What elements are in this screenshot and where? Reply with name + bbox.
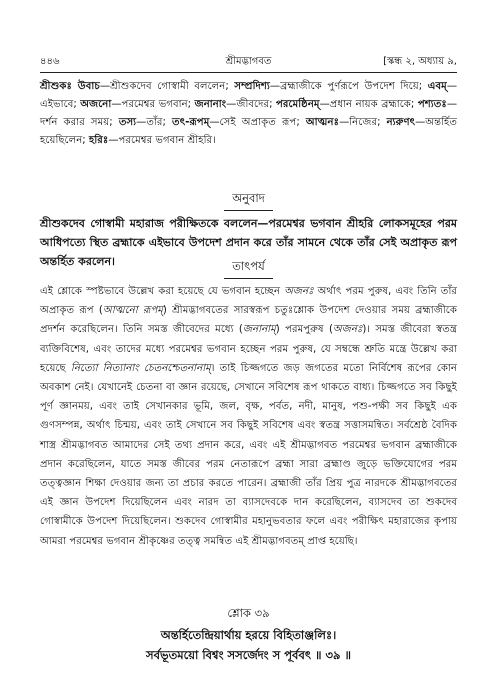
verse-line: সর্বভূতময়ো বিশ্বং সসর্জেদং স পূর্ববৎ ॥ ৩৯ ॥ — [146, 648, 351, 662]
book-title: শ্রীমদ্ভাগবত — [225, 56, 272, 67]
synonym-run: শ্রীশুকঃ উবাচ — [40, 81, 100, 92]
page-number: ৪৪৬ — [40, 56, 60, 67]
chapter-reference: [স্কন্ধ ২, অধ্যায় ৯, — [383, 56, 457, 67]
synonym-run: এবম্ — [427, 81, 447, 92]
purport-run: জনানাম্ — [242, 324, 276, 336]
synonym-run: তস্য — [118, 117, 137, 128]
verse-text — [40, 625, 457, 665]
purport-heading — [40, 258, 457, 279]
purport-run: )। সমস্ত জীবেরা স্বতন্ত্র ব্যক্তিবিশেষ, এবং তাদের মধ্যে পরমেশ্বর ভগবান হচ্ছেন পরম পুরুষ, যে সম্বন্ধে শ্রুতি মন্ত্রে উল্লেখ করা হয়েছে — [40, 324, 457, 374]
synonym-run: —পরমেশ্বর ভগবান; — [111, 99, 195, 110]
purport-run: এই শ্লোকে স্পষ্টভাবে উল্লেখ করা হয়েছে যে ভগবান হচ্ছেন — [40, 286, 285, 297]
purport-run: অজনঃ — [284, 286, 314, 297]
synonym-run: —এইভাবে; — [40, 81, 457, 110]
synonym-run: —নিজের; — [339, 117, 387, 128]
synonym-run: ন্যরুণৎ — [386, 117, 416, 128]
verse-line: অন্তর্হিতেন্দ্রিয়ার্থায় হরয়ে বিহিতাঞ্জলিঃ। — [160, 628, 337, 642]
synonym-run: —জীবদের; — [226, 99, 276, 110]
synonym-run: —তাঁর; — [136, 117, 173, 128]
synonym-run: —দর্শন করার সময়; — [40, 99, 457, 128]
purport-text — [40, 282, 457, 551]
synonym-run: —সেই অপ্রাকৃত রূপ; — [209, 117, 306, 128]
translation-heading-text: অনুবাদ — [224, 190, 273, 211]
page-header — [40, 54, 457, 72]
synonym-run: হরিঃ — [88, 135, 109, 146]
purport-run: নিত্যো নিত্যানাং চেতনশ্চেতনানাম্ — [70, 362, 211, 374]
synonym-run: অজনো — [80, 99, 112, 110]
synonym-run: পশ্যতঃ — [417, 99, 447, 110]
header-divider — [40, 72, 457, 73]
synonym-run: জনানাং — [194, 99, 227, 110]
synonym-run: সম্প্রদিশ্য — [234, 81, 270, 92]
purport-run: অজনঃ — [332, 324, 363, 336]
purport-run: ) পরমপুরুষ ( — [275, 324, 333, 336]
synonym-run: —অন্তর্হিত হয়েছিলেন; — [40, 117, 458, 146]
word-for-word-synonyms — [40, 78, 457, 150]
translation-text: শ্রীশুকদেব গোস্বামী মহারাজ পরীক্ষিতকে বললেন—পরমেশ্বর ভগবান শ্রীহরি লোকসমূহের পরম আধিপত্যে স্থিত ব্রহ্মাকে এইভাবে উপদেশ প্রদান করে তাঁর সামনে থেকে তাঁর সেই অপ্রাকৃত রূপ অন্তর্হিত করলেন। — [40, 217, 457, 268]
purport-heading-text: তাৎপর্য — [224, 258, 273, 279]
synonym-run: আত্মনঃ — [305, 117, 340, 128]
synonym-run: —শ্রীশুকদেব গোস্বামী বললেন; — [99, 81, 235, 92]
synonym-run: তৎ-রূপম্ — [172, 117, 210, 128]
synonym-run: —ব্রহ্মাজীকে পুর্ণরূপে উপদেশ দিয়ে; — [269, 81, 428, 92]
verse-number: শ্লোক ৩৯ — [227, 606, 270, 620]
purport-run: অর্থাৎ পরম পুরুষ, এবং তিনি তাঁর অপ্রাকৃত রূপ ( — [40, 286, 458, 317]
purport-run: ) শ্রীমদ্ভাগবতের সারস্বরূপ চতুঃশ্লোক উপদেশ দেওয়ার সময় ব্রহ্মাজীকে প্রদর্শন করেছিলেন। তিনি সমস্ত জীবেদের মধ্যে ( — [40, 305, 457, 336]
purport-run: আত্মনো রূপম্ — [102, 305, 163, 317]
synonym-run: —পরমেশ্বর ভগবান শ্রীহরি। — [108, 135, 216, 146]
translation-heading — [40, 190, 457, 211]
synonym-run: —প্রধান নায়ক ব্রহ্মাকে; — [319, 99, 418, 110]
purport-run: । তাই চিজ্জগতে জড় জগতের মতো নির্বিশেষ রূপের কোন অবকাশ নেই। যেখানেই চেতনা বা জ্ঞান রয়েছে, সেখানে সবিশেষ রূপ থাকতে বাধ্য। চিজ্জগতে সব কিছুই পূর্ণ জ্ঞানময়, এবং তাই সেখানকার ভূমি, জল, বৃক্ষ, পর্বত, নদী, মানুষ, পশু-পক্ষী সব কিছুই এক গুণসম্পন্ন, অর্থাৎ চিন্ময়, এবং তাই সেখানে সব কিছুই সবিশেষ এবং স্বতন্ত্র সত্তাসমন্বিত। সর্বশ্রেষ্ঠ বৈদিক শাস্ত্র শ্রীমদ্ভাগবত আমাদের সেই তথ্য প্রদান করে, এবং এই শ্রীমদ্ভাগবত পরমেশ্বর ভগবান ব্রহ্মাজীকে প্রদান করেছিলেন, যাতে সমস্ত জীবের পরম নেতারূপে ব্রহ্মা সারা ব্রহ্মাণ্ড জুড়ে ভক্তিযোগের পরম তত্ত্বজ্ঞান শিক্ষা দেওয়ার জন্য তা প্রচার করতে পারেন। ব্রহ্মাজী তাঁর প্রিয় পুত্র নারদকে শ্রীমদ্ভাগবতের এই জ্ঞান উপদেশ দিয়েছিলেন এবং নারদ তা ব্যাসদেবকে দান করেছিলেন, ব্যাসদেব তা শুকদেব গোস্বামীকে উপদেশ দিয়েছিলেন। শুকদেব গোস্বামীর মহানুভবতার ফলে এবং পরীক্ষিৎ মহারাজের কৃপায় আমরা পরমেশ্বর ভগবান শ্রীকৃষ্ণের তত্ত্ব সমন্বিত এই শ্রীমদ্ভাগবতম্ প্রাপ্ত হয়েছি। — [40, 362, 458, 547]
synonym-run: পরমেষ্ঠিনম্ — [276, 99, 320, 110]
